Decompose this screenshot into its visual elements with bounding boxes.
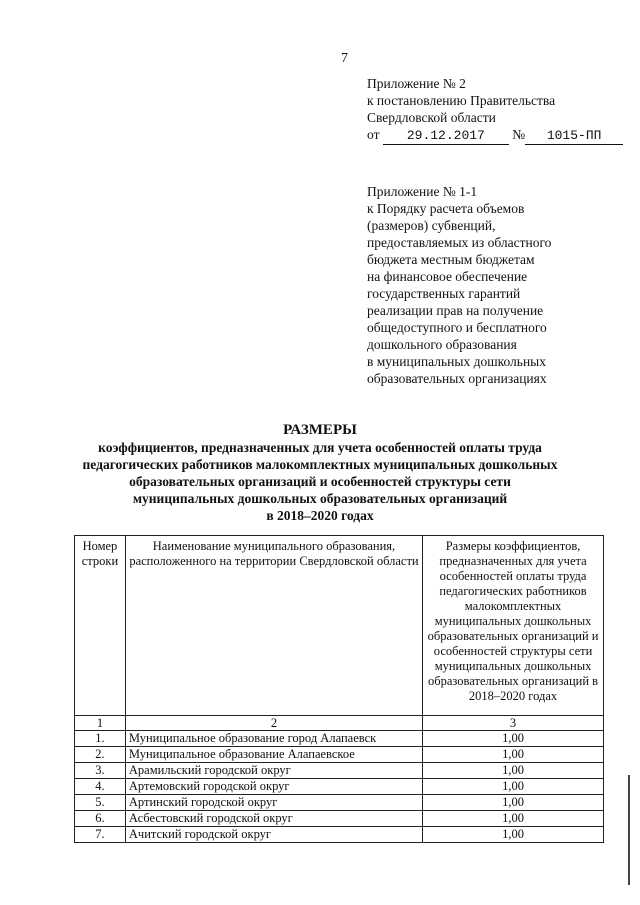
annex-sub-line: бюджета местным бюджетам — [367, 252, 535, 267]
table-index-row — [75, 716, 604, 731]
header-row-number: Номер строки — [75, 536, 126, 716]
annex-sub-line: (размеров) субвенций, — [367, 218, 496, 233]
municipality-name: Асбестовский городской округ — [125, 811, 422, 827]
title-line: коэффициентов, предназначенных для учета особенностей оплаты труда — [98, 440, 542, 455]
table-row — [75, 779, 604, 795]
coefficient-value: 1,00 — [423, 811, 604, 827]
annex-main-line: Приложение № 2 — [367, 76, 466, 91]
header-municipality: Наименование муниципального образования, расположенного на территории Свердловской области — [125, 536, 422, 716]
number-value: 1015-ПП — [525, 127, 623, 145]
document-title — [0, 421, 640, 524]
coefficient-value: 1,00 — [423, 779, 604, 795]
row-number: 4. — [75, 779, 126, 795]
header-coefficient: Размеры коэффициентов, предназначенных для учета особенностей оплаты труда педагогических работников малокомплектных муниципальных дошкольных образовательных организаций и особенностей структуры сети муниципальных дошкольных образовательных организаций в 2018–2020 годах — [423, 536, 604, 716]
row-number: 3. — [75, 763, 126, 779]
annex-sub-block — [367, 183, 617, 387]
title-line: педагогических работников малокомплектных муниципальных дошкольных — [82, 457, 558, 472]
row-number: 6. — [75, 811, 126, 827]
index-cell: 2 — [125, 716, 422, 731]
table-row — [75, 763, 604, 779]
title-line: образовательных организаций и особенностей структуры сети — [129, 474, 511, 489]
municipality-name: Арамильский городской округ — [125, 763, 422, 779]
number-prefix: № — [512, 127, 526, 142]
coefficients-table — [74, 535, 604, 843]
table-row — [75, 795, 604, 811]
annex-main-line: Свердловской области — [367, 110, 496, 125]
coefficient-value: 1,00 — [423, 763, 604, 779]
annex-sub-line: в муниципальных дошкольных — [367, 354, 546, 369]
coefficient-value: 1,00 — [423, 795, 604, 811]
municipality-name: Артинский городской округ — [125, 795, 422, 811]
table-row — [75, 747, 604, 763]
municipality-name: Муниципальное образование Алапаевское — [125, 747, 422, 763]
row-number: 5. — [75, 795, 126, 811]
table-row — [75, 811, 604, 827]
annex-main-block — [367, 75, 617, 145]
date-value: 29.12.2017 — [383, 127, 509, 145]
annex-sub-line: государственных гарантий — [367, 286, 521, 301]
index-cell: 3 — [423, 716, 604, 731]
row-number: 7. — [75, 827, 126, 843]
municipality-name: Муниципальное образование город Алапаевск — [125, 731, 422, 747]
annex-date-number-line — [367, 126, 617, 145]
table-row — [75, 731, 604, 747]
title-main: РАЗМЕРЫ — [283, 422, 357, 438]
coefficient-value: 1,00 — [423, 731, 604, 747]
municipality-name: Артемовский городской округ — [125, 779, 422, 795]
date-prefix: от — [367, 127, 380, 142]
annex-sub-line: общедоступного и бесплатного — [367, 320, 547, 335]
annex-sub-line: предоставляемых из областного — [367, 235, 552, 250]
annex-main-line: к постановлению Правительства — [367, 93, 556, 108]
annex-sub-line: образовательных организациях — [367, 371, 547, 386]
row-number: 2. — [75, 747, 126, 763]
page-number: 7 — [341, 51, 348, 66]
coefficient-value: 1,00 — [423, 827, 604, 843]
annex-sub-line: к Порядку расчета объемов — [367, 201, 525, 216]
table-row — [75, 827, 604, 843]
municipality-name: Ачитский городской округ — [125, 827, 422, 843]
annex-sub-line: Приложение № 1-1 — [367, 184, 478, 199]
title-line: муниципальных дошкольных образовательных организаций — [132, 491, 508, 506]
row-number: 1. — [75, 731, 126, 747]
annex-sub-line: дошкольного образования — [367, 337, 517, 352]
annex-sub-line: на финансовое обеспечение — [367, 269, 528, 284]
scan-edge-line — [628, 775, 630, 885]
annex-sub-line: реализации прав на получение — [367, 303, 544, 318]
index-cell: 1 — [75, 716, 126, 731]
table-header-row — [75, 536, 604, 716]
title-line: в 2018–2020 годах — [266, 508, 374, 523]
coefficient-value: 1,00 — [423, 747, 604, 763]
